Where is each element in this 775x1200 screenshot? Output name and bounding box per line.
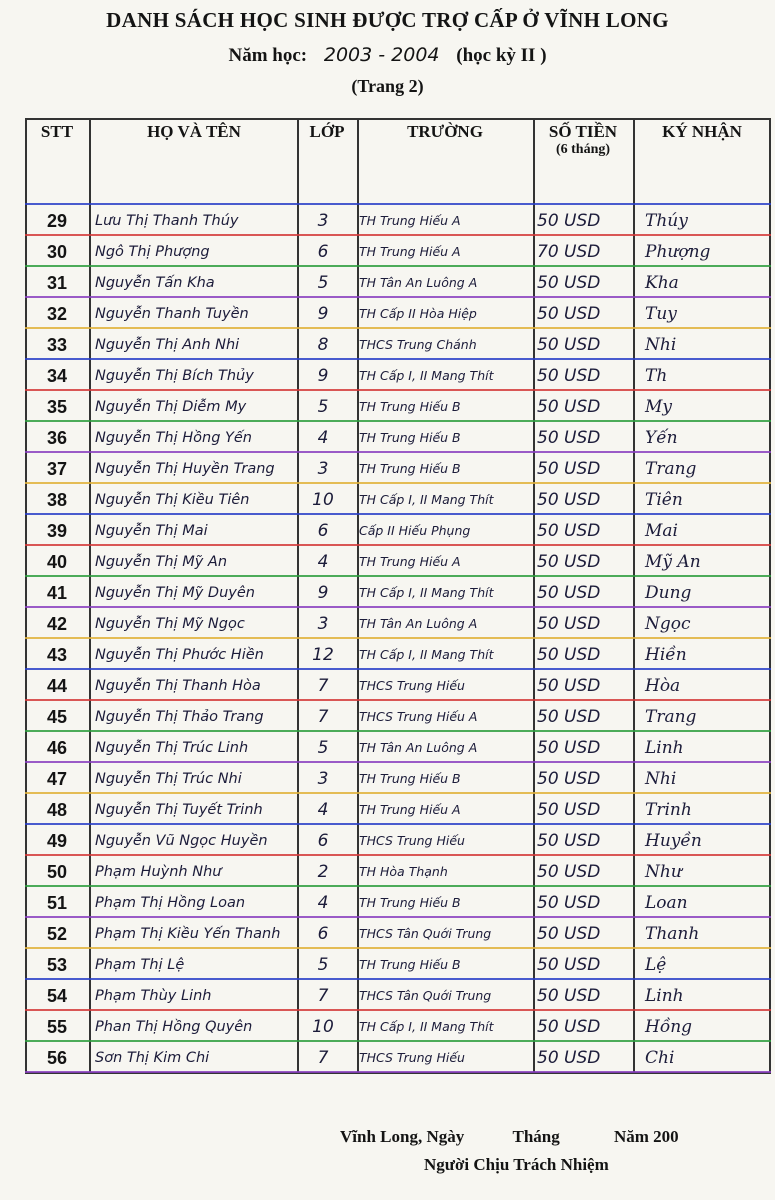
row-school: TH Tân An Luông A (359, 616, 478, 631)
row-name: Nguyễn Thị Mai (95, 523, 208, 539)
row-amount: 70 USD (537, 242, 601, 262)
footer-year: Năm 200 (613, 1127, 679, 1146)
row-stt: 56 (46, 1048, 68, 1068)
row-class: 3 (317, 211, 329, 231)
row-class: 10 (312, 490, 334, 510)
row-signature: Yến (645, 428, 678, 448)
row-signature: Thanh (645, 924, 700, 944)
row-amount: 50 USD (537, 211, 601, 231)
row-school: THCS Trung Chánh (359, 337, 477, 352)
row-class: 6 (317, 831, 329, 851)
row-name: Phạm Thùy Linh (95, 988, 212, 1004)
table-row (25, 299, 771, 329)
table-row (25, 206, 771, 236)
row-stt: 34 (46, 366, 68, 386)
row-signature: Thúy (645, 211, 688, 231)
row-amount: 50 USD (537, 924, 601, 944)
row-school: THCS Tân Quới Trung (359, 988, 492, 1003)
row-school: TH Cấp I, II Mang Thít (359, 368, 494, 383)
row-class: 4 (317, 893, 329, 913)
table-row (25, 609, 771, 639)
row-amount: 50 USD (537, 397, 601, 417)
footer-responsible: Người Chịu Trách Nhiệm (424, 1155, 609, 1174)
row-name: Nguyễn Thị Hồng Yến (95, 430, 252, 446)
row-stt: 48 (46, 800, 68, 820)
row-stt: 50 (46, 862, 68, 882)
row-school: THCS Trung Hiếu (359, 1050, 465, 1065)
table-row (25, 950, 771, 980)
row-stt: 33 (46, 335, 68, 355)
row-name: Nguyễn Vũ Ngọc Huyền (95, 833, 268, 849)
row-stt: 30 (46, 242, 68, 262)
row-signature: Hồng (645, 1017, 693, 1037)
row-stt: 54 (46, 986, 68, 1006)
row-class: 4 (317, 552, 329, 572)
row-class: 7 (317, 986, 329, 1006)
row-signature: Trang (645, 707, 697, 727)
header-stt: STT (40, 122, 74, 141)
footer-place-date: Vĩnh Long, Ngày (340, 1127, 465, 1146)
row-school: TH Trung Hiếu B (359, 399, 461, 414)
table-row (25, 888, 771, 918)
row-amount: 50 USD (537, 862, 601, 882)
row-stt: 44 (46, 676, 68, 696)
header-sign: KÝ NHẬN (662, 122, 742, 141)
row-amount: 50 USD (537, 707, 601, 727)
row-class: 3 (317, 459, 329, 479)
row-name: Nguyễn Thị Kiều Tiên (95, 492, 250, 508)
row-class: 2 (317, 862, 329, 882)
row-signature: Phượng (645, 242, 711, 262)
table-row (25, 795, 771, 825)
row-stt: 52 (46, 924, 68, 944)
row-stt: 31 (46, 273, 68, 293)
school-year-label: Năm học: (228, 45, 308, 66)
table-row (25, 671, 771, 701)
row-amount: 50 USD (537, 738, 601, 758)
row-school: TH Trung Hiếu B (359, 461, 461, 476)
row-amount: 50 USD (537, 614, 601, 634)
row-signature: Huyền (645, 831, 702, 851)
row-stt: 40 (46, 552, 68, 572)
row-amount: 50 USD (537, 273, 601, 293)
row-stt: 39 (46, 521, 68, 541)
row-rule-line (25, 203, 771, 205)
row-class: 9 (317, 366, 329, 386)
row-name: Nguyễn Thị Mỹ Duyên (95, 585, 255, 601)
row-amount: 50 USD (537, 676, 601, 696)
row-name: Nguyễn Thị Trúc Linh (95, 740, 249, 756)
row-name: Nguyễn Thị Mỹ Ngọc (95, 616, 245, 632)
table-row (25, 516, 771, 546)
row-name: Sơn Thị Kim Chi (95, 1050, 210, 1066)
row-class: 5 (317, 955, 329, 975)
row-signature: Lệ (645, 955, 667, 975)
row-school: TH Cấp II Hòa Hiệp (359, 306, 477, 321)
row-class: 4 (317, 800, 329, 820)
page-number: (Trang 2) (351, 76, 424, 96)
row-amount: 50 USD (537, 366, 601, 386)
row-school: TH Trung Hiếu A (359, 802, 461, 817)
row-signature: Linh (645, 986, 684, 1006)
row-amount: 50 USD (537, 521, 601, 541)
table-top-border (25, 118, 771, 120)
row-stt: 53 (46, 955, 68, 975)
row-name: Phạm Thị Hồng Loan (95, 895, 246, 911)
row-signature: Chi (645, 1048, 675, 1068)
row-stt: 32 (46, 304, 68, 324)
row-stt: 37 (46, 459, 68, 479)
row-class: 5 (317, 397, 329, 417)
row-class: 4 (317, 428, 329, 448)
row-name: Phạm Thị Lệ (95, 957, 185, 973)
row-school: TH Trung Hiếu A (359, 244, 461, 259)
row-stt: 35 (46, 397, 68, 417)
row-class: 5 (317, 738, 329, 758)
row-amount: 50 USD (537, 583, 601, 603)
row-signature: Th (645, 366, 668, 386)
row-name: Nguyễn Thị Trúc Nhi (95, 771, 242, 787)
table-row (25, 423, 771, 453)
row-amount: 50 USD (537, 645, 601, 665)
row-class: 9 (317, 583, 329, 603)
row-stt: 46 (46, 738, 68, 758)
table-row (25, 454, 771, 484)
row-class: 9 (317, 304, 329, 324)
row-stt: 42 (46, 614, 68, 634)
row-class: 10 (312, 1017, 334, 1037)
row-amount: 50 USD (537, 893, 601, 913)
table-row (25, 547, 771, 577)
header-class: LỚP (309, 122, 345, 141)
row-name: Nguyễn Thị Anh Nhi (95, 337, 240, 353)
header-school: TRƯỜNG (407, 122, 483, 141)
row-stt: 41 (46, 583, 68, 603)
table-row (25, 1012, 771, 1042)
row-amount: 50 USD (537, 304, 601, 324)
row-school: TH Trung Hiếu A (359, 554, 461, 569)
row-school: TH Hòa Thạnh (359, 864, 448, 879)
row-stt: 55 (46, 1017, 68, 1037)
row-signature: Mỹ An (645, 552, 701, 572)
row-signature: Dung (645, 583, 692, 603)
row-name: Nguyễn Thị Bích Thủy (95, 368, 254, 384)
row-amount: 50 USD (537, 1017, 601, 1037)
row-name: Lưu Thị Thanh Thúy (95, 213, 239, 229)
row-name: Nguyễn Thị Tuyết Trinh (95, 802, 263, 818)
row-amount: 50 USD (537, 831, 601, 851)
row-school: THCS Trung Hiếu A (359, 709, 478, 724)
table-row (25, 237, 771, 267)
row-stt: 29 (46, 211, 68, 231)
table-row (25, 702, 771, 732)
row-name: Nguyễn Thị Thanh Hòa (95, 678, 261, 694)
row-signature: Tuy (645, 304, 677, 324)
row-school: Cấp II Hiếu Phụng (359, 523, 471, 538)
row-class: 3 (317, 614, 329, 634)
header-amount (533, 122, 633, 158)
table-row (25, 485, 771, 515)
row-name: Nguyễn Thị Huyền Trang (95, 461, 275, 477)
row-class: 7 (317, 1048, 329, 1068)
row-school: THCS Trung Hiếu (359, 833, 465, 848)
row-school: TH Trung Hiếu B (359, 430, 461, 445)
row-stt: 38 (46, 490, 68, 510)
table-row (25, 733, 771, 763)
row-school: TH Trung Hiếu B (359, 957, 461, 972)
row-stt: 36 (46, 428, 68, 448)
row-amount: 50 USD (537, 490, 601, 510)
row-name: Nguyễn Thị Diễm My (95, 399, 247, 415)
header-name: HỌ VÀ TÊN (147, 122, 241, 141)
row-signature: Tiên (645, 490, 683, 510)
table-row (25, 392, 771, 422)
row-school: TH Cấp I, II Mang Thít (359, 585, 494, 600)
row-amount: 50 USD (537, 800, 601, 820)
row-school: TH Tân An Luông A (359, 275, 478, 290)
row-class: 6 (317, 242, 329, 262)
table-row (25, 1043, 771, 1073)
row-school: THCS Trung Hiếu (359, 678, 465, 693)
row-amount: 50 USD (537, 955, 601, 975)
row-class: 6 (317, 521, 329, 541)
row-name: Phạm Huỳnh Như (95, 864, 222, 880)
row-school: TH Trung Hiếu B (359, 895, 461, 910)
student-table (25, 118, 771, 1074)
row-class: 7 (317, 676, 329, 696)
row-class: 8 (317, 335, 329, 355)
row-amount: 50 USD (537, 459, 601, 479)
row-signature: Kha (645, 273, 679, 293)
row-stt: 43 (46, 645, 68, 665)
footer-month: Tháng (512, 1127, 560, 1146)
row-amount: 50 USD (537, 769, 601, 789)
row-class: 12 (312, 645, 334, 665)
row-signature: Như (645, 862, 682, 882)
row-name: Nguyễn Thị Mỹ An (95, 554, 228, 570)
row-name: Ngô Thị Phượng (95, 244, 210, 260)
row-signature: My (645, 397, 673, 417)
table-row (25, 764, 771, 794)
footer-date-line (340, 1127, 679, 1147)
row-stt: 45 (46, 707, 68, 727)
row-signature: Nhi (645, 335, 677, 355)
table-row (25, 330, 771, 360)
table-row (25, 857, 771, 887)
row-class: 6 (317, 924, 329, 944)
table-row (25, 919, 771, 949)
school-year-value: 2003 - 2004 (323, 44, 440, 66)
row-name: Nguyễn Thị Phước Hiền (95, 647, 264, 663)
row-school: TH Cấp I, II Mang Thít (359, 1019, 494, 1034)
row-signature: Hòa (645, 676, 681, 696)
row-signature: Hiền (645, 645, 687, 665)
row-class: 5 (317, 273, 329, 293)
header-amount-note: (6 tháng) (555, 142, 611, 157)
table-row (25, 640, 771, 670)
document-title: DANH SÁCH HỌC SINH ĐƯỢC TRỢ CẤP Ở VĨNH LONG (106, 8, 669, 32)
row-school: TH Tân An Luông A (359, 740, 478, 755)
row-signature: Nhi (645, 769, 677, 789)
semester-label: (học kỳ II ) (456, 45, 547, 66)
table-row (25, 361, 771, 391)
row-amount: 50 USD (537, 1048, 601, 1068)
school-year-line (0, 44, 775, 67)
row-amount: 50 USD (537, 552, 601, 572)
row-amount: 50 USD (537, 335, 601, 355)
row-school: TH Trung Hiếu B (359, 771, 461, 786)
row-signature: Ngọc (645, 614, 691, 634)
row-school: THCS Tân Quới Trung (359, 926, 492, 941)
row-school: TH Cấp I, II Mang Thít (359, 647, 494, 662)
table-row (25, 268, 771, 298)
table-row (25, 826, 771, 856)
row-name: Nguyễn Thanh Tuyền (95, 306, 249, 322)
row-signature: Trinh (645, 800, 692, 820)
header-amount-label: SỐ TIỀN (548, 122, 618, 141)
table-row (25, 578, 771, 608)
table-row (25, 981, 771, 1011)
row-amount: 50 USD (537, 428, 601, 448)
row-signature: Linh (645, 738, 684, 758)
row-signature: Loan (645, 893, 688, 913)
row-name: Phan Thị Hồng Quyên (95, 1019, 253, 1035)
row-signature: Trang (645, 459, 697, 479)
row-stt: 51 (46, 893, 68, 913)
row-school: TH Trung Hiếu A (359, 213, 461, 228)
row-amount: 50 USD (537, 986, 601, 1006)
row-name: Phạm Thị Kiều Yến Thanh (95, 926, 281, 942)
row-stt: 47 (46, 769, 68, 789)
row-name: Nguyễn Thị Thảo Trang (95, 709, 264, 725)
row-signature: Mai (645, 521, 678, 541)
row-stt: 49 (46, 831, 68, 851)
row-class: 3 (317, 769, 329, 789)
row-school: TH Cấp I, II Mang Thít (359, 492, 494, 507)
row-class: 7 (317, 707, 329, 727)
row-name: Nguyễn Tấn Kha (95, 275, 215, 291)
